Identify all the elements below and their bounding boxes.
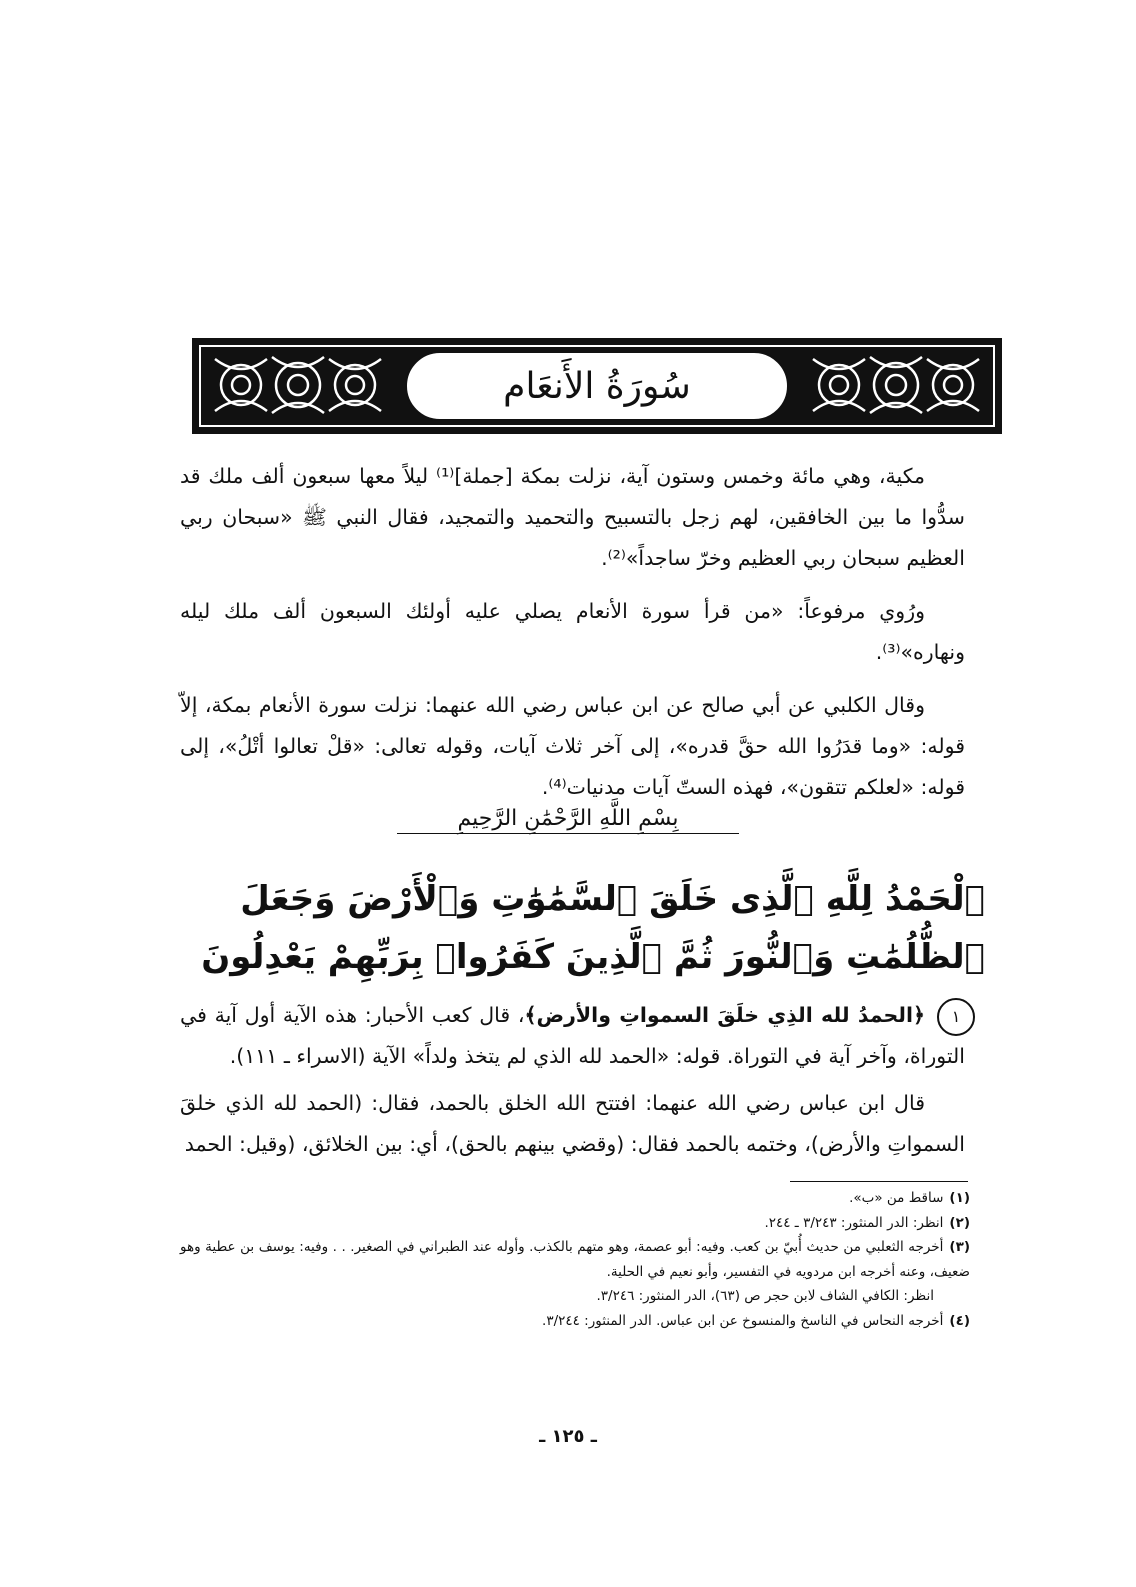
left-ornament-icon [205, 349, 391, 421]
footnote [180, 1186, 970, 1211]
footnote-divider [790, 1181, 968, 1182]
commentary-section [180, 995, 965, 1165]
ayah-number: ١ [937, 998, 975, 1036]
footnote-number: (٢) [949, 1214, 970, 1231]
footnote [180, 1309, 970, 1334]
intro-paragraph: وقال الكلبي عن أبي صالح عن ابن عباس رضي الله عنهما: نزلت سورة الأنعام بمكة، إلاّ قوله: «وما قدَرُوا الله حقَّ قدره»، إلى آخر ثلاث آيات، وقوله تعالى: «قلْ تعالوا أتْلُ»، إلى قوله: «لعلكم تتقون»، فهذه الستّ آيات مدنيات⁽⁴⁾. [180, 693, 965, 799]
intro-paragraph: ورُوي مرفوعاً: «من قرأ سورة الأنعام يصلي عليه أولئك السبعون ألف ملك ليله ونهاره»⁽³⁾. [180, 599, 965, 664]
footnote-text: ساقط من «ب». [849, 1190, 944, 1206]
footnote-text: انظر: الدر المنثور: ٣/٢٤٣ ـ ٢٤٤. [764, 1214, 944, 1231]
footnote-number: (٤) [949, 1312, 970, 1329]
footnote-number: (١) [949, 1190, 970, 1206]
surah-title: سُورَةُ الأَنعَام [503, 365, 691, 407]
title-cartouche [405, 351, 789, 421]
page-number: ـ ١٢٥ ـ [539, 1426, 597, 1447]
footnotes [180, 1186, 970, 1333]
footnote [180, 1235, 970, 1284]
verse-quote: ﴿الحمدُ لله الذِي خلَقَ السمواتِ والأرض﴾ [524, 1003, 925, 1027]
surah-title-banner [192, 338, 1002, 434]
verse-text: ٱلْحَمْدُ لِلَّهِ ٱلَّذِى خَلَقَ ٱلسَّمَٰوَٰتِ وَٱلْأَرْضَ وَجَعَلَ ٱلظُّلُمَٰتِ وَٱلنُّورَ ثُمَّ ٱلَّذِينَ كَفَرُوا۟ بِرَبِّهِمْ يَعْدِلُونَ [201, 879, 985, 977]
footnote [180, 1211, 970, 1236]
basmala [0, 806, 1136, 831]
footnote-text: أخرجه الثعلبي من حديث أُبيّ بن كعب. وفيه: أبو عصمة، وهو متهم بالكذب. وأوله عند الطبراني في الصغير. . . وفيه: يوسف بن عطية وهو ضعيف، وعنه أخرجه ابن مردويه في التفسير، وأبو نعيم في الحلية. [180, 1239, 970, 1280]
commentary-paragraph: قال ابن عباس رضي الله عنهما: افتتح الله الخلق بالحمد، فقال: (الحمد لله الذي خلقَ السمواتِ والأرض)، وختمه بالحمد فقال: (وقضي بينهم بالحق)، أي: بين الخلائق، (وقيل: الحمد [180, 1091, 965, 1156]
footnote-number: (٣) [949, 1239, 970, 1255]
footnote-continuation: انظر: الكافي الشاف لابن حجر ص (٦٣)، الدر المنثور: ٣/٢٤٦. [596, 1288, 934, 1304]
commentary-paragraph [180, 995, 965, 1077]
commentary-text: ، قال كعب الأحبار: هذه الآية أول آية في التوراة، وآخر آية في التوراة. قوله: «الحمد لله الذي لم يتخذ ولداً» الآية (الاسراء ـ ١١١). [180, 1003, 965, 1068]
right-ornament-icon [803, 349, 989, 421]
basmala-text: بِسْمِ اللَّهِ الرَّحْمَٰنِ الرَّحِيمِ [397, 806, 738, 834]
intro-paragraph: مكية، وهي مائة وخمس وستون آية، نزلت بمكة [جملة]⁽¹⁾ ليلاً معها سبعون ألف ملك قد سدُّوا ما بين الخافقين، لهم زجل بالتسبيح والتحميد والتمجيد، فقال النبي ﷺ «سبحان ربي العظيم سبحان ربي العظيم وخرّ ساجداً»⁽²⁾. [180, 464, 965, 570]
footnote-text: أخرجه النحاس في الناسخ والمنسوخ عن ابن عباس. الدر المنثور: ٣/٢٤٤. [542, 1312, 944, 1329]
intro-section [180, 456, 965, 808]
